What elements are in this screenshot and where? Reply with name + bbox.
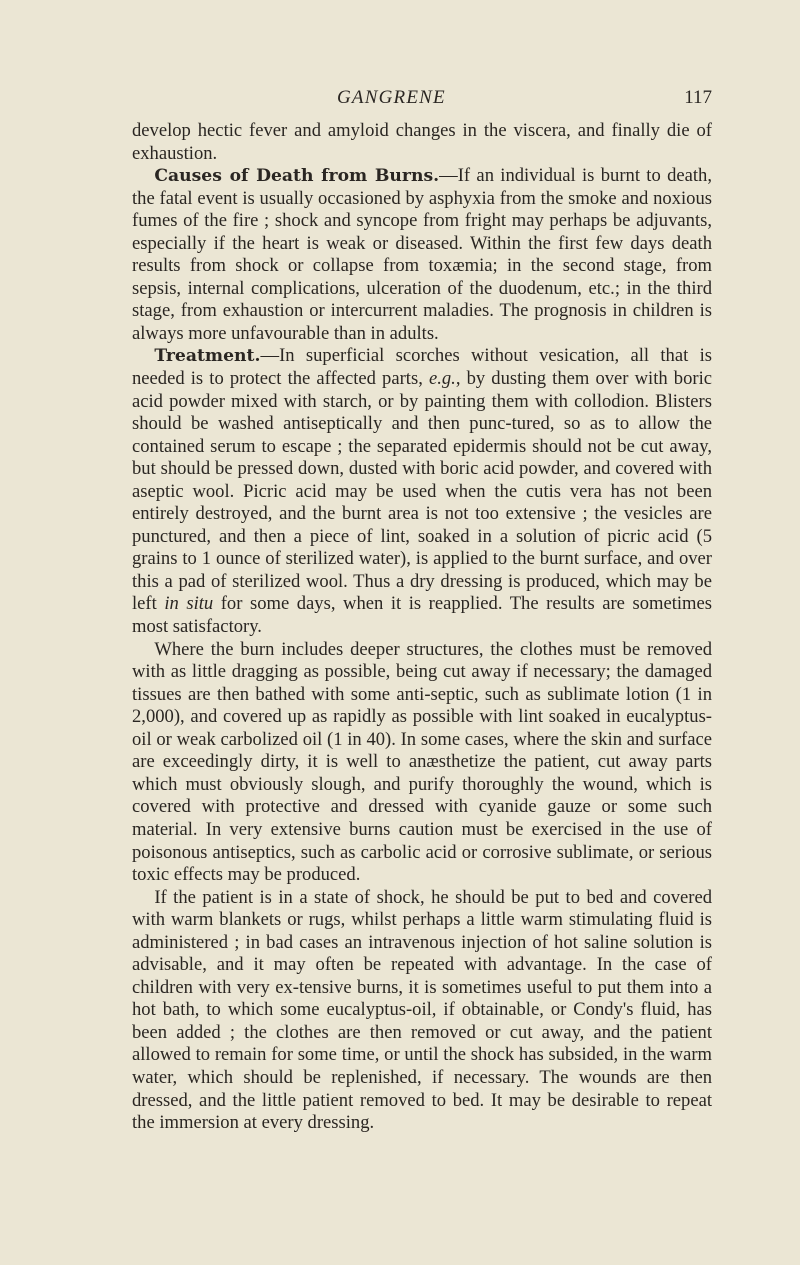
paragraph-deeper-burns <box>132 639 712 887</box>
running-title: GANGRENE <box>337 87 446 108</box>
paragraph-continued <box>132 120 712 165</box>
section-heading-treatment: Treatment. <box>154 346 261 367</box>
paragraph-text: —In superficial scorches without vesication, all that is needed is to protect the affected parts, <box>132 345 712 390</box>
body-text <box>132 120 712 1135</box>
paragraph-causes-of-death <box>132 165 712 345</box>
paragraph-text: , by dusting them over with boric acid powder mixed with starch, or by painting them with collodion. Blisters should be washed antiseptically and then punc-tured, so as to allow the contained serum to escape ; the separated epidermis should not be cut away, but should be pressed down, dusted with boric acid powder, and covered with aseptic wool. Picric acid may be used when the cutis vera has not been entirely destroyed, and the burnt area is not too extensive ; the vesicles are punctured, and then a piece of lint, soaked in a solution of picric acid (5 grains to 1 ounce of sterilized water), is applied to the burnt surface, and over this a pad of sterilized wool. Thus a dry dressing is produced, which may be left <box>132 368 712 615</box>
paragraph-text: for some days, when it is reapplied. The results are sometimes most satisfactory. <box>132 593 712 638</box>
page-number: 117 <box>684 87 712 108</box>
italic-phrase: in situ <box>164 593 214 615</box>
paragraph-text: If the patient is in a state of shock, he should be put to bed and covered with warm blankets or rugs, whilst perhaps a little warm stimulating fluid is administered ; in bad cases an intravenous injection of hot saline solution is advisable, and it may often be repeated with advantage. In the case of children with very ex-tensive burns, it is sometimes useful to put them into a hot bath, to which some eucalyptus-oil, if obtainable, or Condy's fluid, has been added ; the clothes are then removed or cut away, and the patient allowed to remain for some time, or until the shock has subsided, in the warm water, which should be replenished, if necessary. The wounds are then dressed, and the little patient removed to bed. It may be desirable to repeat the immersion at every dressing. <box>132 886 712 1134</box>
paragraph-text: develop hectic fever and amyloid changes in the viscera, and finally die of exhaustion. <box>132 120 712 164</box>
paragraph-text: Where the burn includes deeper structures, the clothes must be removed with as little dragging as possible, being cut away if necessary; the damaged tissues are then bathed with some anti-septic, such as sublimate lotion (1 in 2,000), and covered up as rapidly as possible with lint soaked in eucalyptus-oil or weak carbolized oil (1 in 40). In some cases, where the skin and surface are exceedingly dirty, it is well to anæsthetize the patient, cut away parts which must obviously slough, and purify thoroughly the wound, which is covered with protective and dressed with cyanide gauze or some such material. In very extensive burns caution must be exercised in the use of poisonous antiseptics, such as carbolic acid or corrosive sublimate, or serious toxic effects may be produced. <box>132 638 712 886</box>
paragraph-treatment <box>132 345 712 638</box>
paragraph-text: —If an individual is burnt to death, the fatal event is usually occasioned by asphyxia from the smoke and noxious fumes of the fire ; shock and syncope from fright may perhaps be adjuvants, especially if the heart is weak or diseased. Within the first few days death results from shock or collapse from toxæmia; in the second stage, from sepsis, internal complications, ulceration of the duodenum, etc.; in the third stage, from exhaustion or intercurrent maladies. The prognosis in children is always more unfavourable than in adults. <box>132 165 712 344</box>
italic-phrase: e.g. <box>428 368 456 390</box>
section-heading-causes-of-death: Causes of Death from Burns. <box>154 166 440 187</box>
running-head <box>132 87 712 111</box>
paragraph-shock <box>132 887 712 1135</box>
